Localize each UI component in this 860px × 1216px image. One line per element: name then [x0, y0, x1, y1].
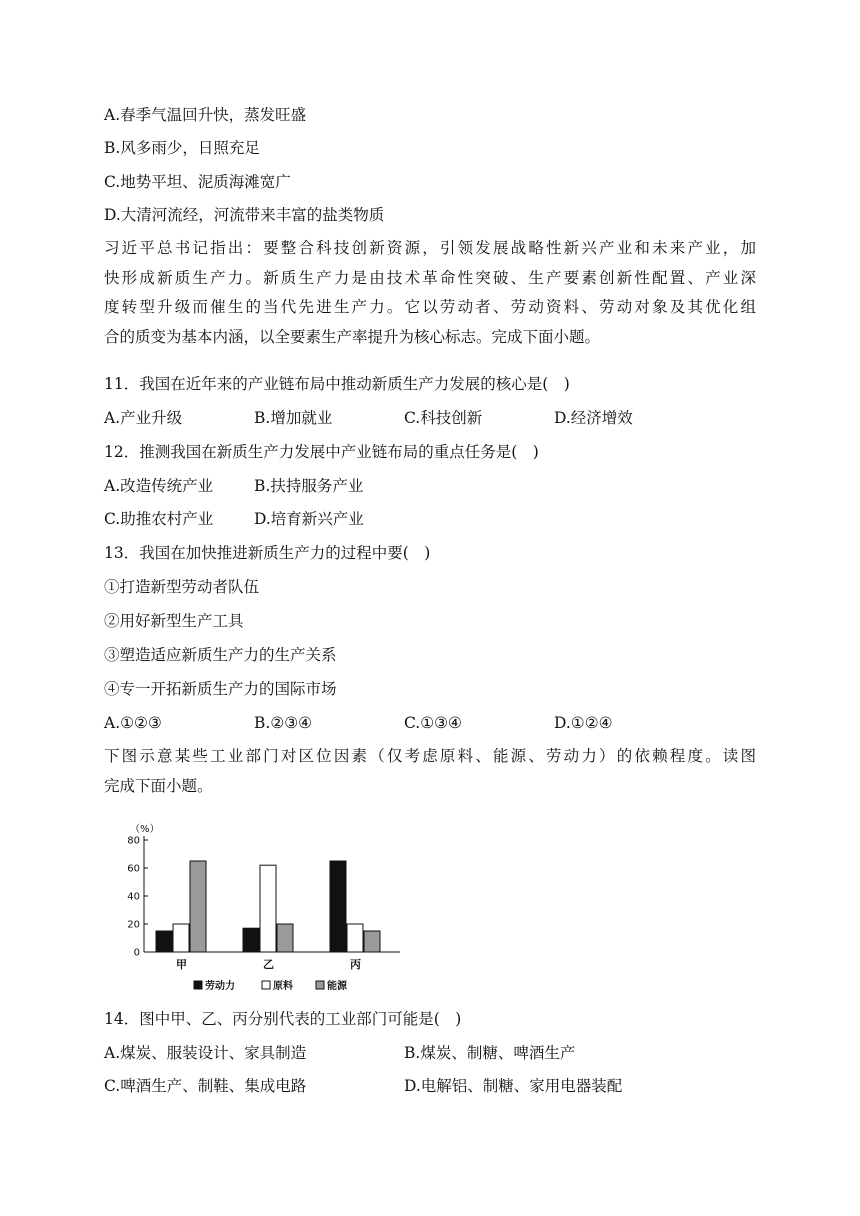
y-tick-label: 0 [133, 947, 140, 959]
legend-label-能源: 能源 [327, 981, 347, 992]
passage-line: 习近平总书记指出：要整合科技创新资源，引领发展战略性新兴产业和未来产业，加 [104, 239, 756, 257]
bar-丙-能源 [364, 931, 380, 952]
y-tick-label: 40 [127, 891, 140, 903]
bar-甲-原料 [173, 924, 189, 952]
legend-label-原料: 原料 [273, 981, 293, 992]
industry-dependence-bar-chart [118, 818, 408, 1000]
q12-option-c: C.助推农村产业 [104, 510, 214, 528]
bar-乙-原料 [260, 865, 276, 952]
legend-swatch-原料 [262, 981, 270, 989]
q11-stem: 11．我国在近年来的产业链布局中推动新质生产力发展的核心是( ) [104, 375, 570, 393]
q10-option-b: B.风多雨少，日照充足 [104, 139, 260, 157]
q13-item-1: ①打造新型劳动者队伍 [104, 578, 260, 596]
q13-option-c: C.①③④ [404, 714, 462, 732]
bar-甲-劳动力 [156, 931, 172, 952]
x-category-label: 甲 [176, 958, 187, 971]
q10-option-a: A.春季气温回升快，蒸发旺盛 [104, 106, 307, 124]
q14-option-d: D.电解铝、制糖、家用电器装配 [404, 1077, 623, 1095]
q11-option-c: C.科技创新 [404, 409, 483, 427]
passage-line: 合的质变为基本内涵，以全要素生产率提升为核心标志。完成下面小题。 [104, 327, 601, 346]
y-axis-unit-label: （%） [130, 824, 160, 835]
q13-option-d: D.①②④ [554, 714, 613, 732]
bar-乙-能源 [277, 924, 293, 952]
passage-chart-intro [104, 745, 756, 804]
y-tick-label: 80 [127, 835, 140, 847]
bar-甲-能源 [190, 861, 206, 952]
bar-丙-原料 [347, 924, 363, 952]
q12-option-d: D.培育新兴产业 [254, 510, 364, 528]
legend-label-劳动力: 劳动力 [205, 981, 235, 992]
y-tick-label: 60 [127, 863, 140, 875]
q10-option-c: C.地势平坦、泥质海滩宽广 [104, 173, 291, 191]
passage-line: 快形成新质生产力。新质生产力是由技术革命性突破、生产要素创新性配置、产业深 [104, 268, 756, 287]
legend-swatch-能源 [316, 981, 324, 989]
passage-xi-quote [104, 237, 756, 355]
y-tick-label: 20 [127, 919, 140, 931]
q10-option-d: D.大清河流经，河流带来丰富的盐类物质 [104, 206, 385, 224]
q14-option-c: C.啤酒生产、制鞋、集成电路 [104, 1077, 307, 1095]
q13-item-2: ②用好新型生产工具 [104, 612, 244, 630]
q12-option-a: A.改造传统产业 [104, 477, 214, 495]
x-category-label: 乙 [263, 958, 274, 971]
q14-option-a: A.煤炭、服装设计、家具制造 [104, 1044, 307, 1062]
passage-line: 度转型升级而催生的当代先进生产力。它以劳动者、劳动资料、劳动对象及其优化组 [104, 298, 756, 316]
passage-line: 下图示意某些工业部门对区位因素（仅考虑原料、能源、劳动力）的依赖程度。读图 [104, 747, 756, 765]
q12-option-b: B.扶持服务产业 [254, 477, 364, 495]
q12-stem: 12．推测我国在新质生产力发展中产业链布局的重点任务是( ) [104, 443, 539, 461]
q13-item-3: ③塑造适应新质生产力的生产关系 [104, 646, 337, 664]
q13-option-a: A.①②③ [104, 714, 162, 732]
q14-option-b: B.煤炭、制糖、啤酒生产 [404, 1044, 576, 1062]
q11-option-b: B.增加就业 [254, 409, 333, 427]
x-category-label: 丙 [350, 958, 361, 971]
passage-line: 完成下面小题。 [104, 776, 213, 795]
q13-option-b: B.②③④ [254, 714, 313, 732]
q11-option-a: A.产业升级 [104, 409, 183, 427]
q13-item-4: ④专一开拓新质生产力的国际市场 [104, 680, 337, 698]
q11-option-d: D.经济增效 [554, 409, 633, 427]
q14-stem: 14．图中甲、乙、丙分别代表的工业部门可能是( ) [104, 1010, 462, 1028]
legend-swatch-劳动力 [194, 981, 202, 989]
q13-stem: 13．我国在加快推进新质生产力的过程中要( ) [104, 544, 431, 562]
bar-乙-劳动力 [243, 928, 259, 952]
bar-丙-劳动力 [330, 861, 346, 952]
